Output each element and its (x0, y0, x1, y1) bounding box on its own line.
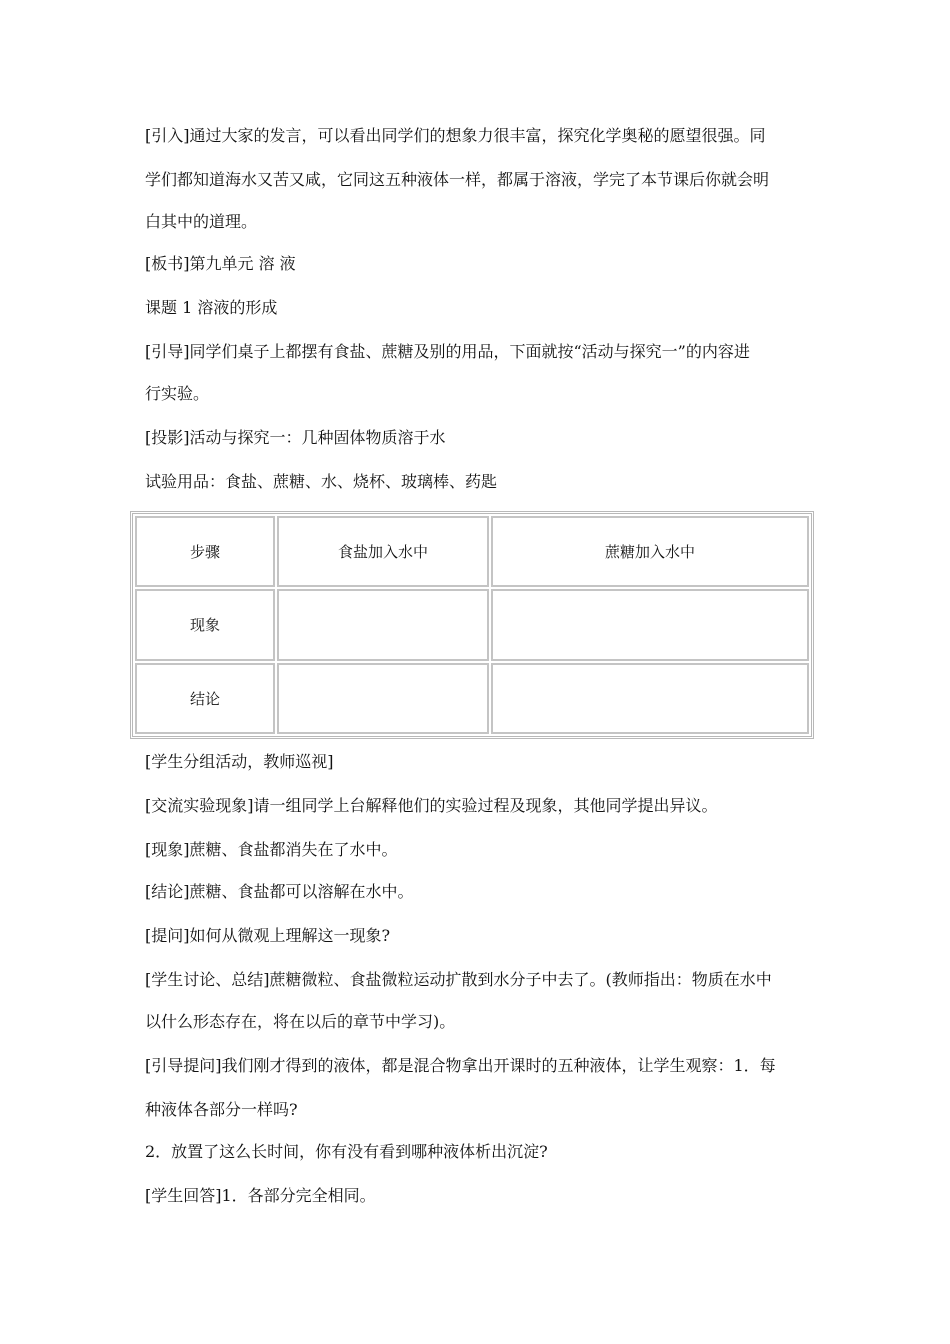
text-line: 种液体各部分一样吗? (145, 1100, 298, 1119)
text-line: [引导]同学们桌子上都摆有食盐、蔗糖及别的用品，下面就按“活动与探究一”的内容进 (145, 342, 750, 361)
text-line: 试验用品：食盐、蔗糖、水、烧杯、玻璃棒、药匙 (145, 472, 498, 491)
text-line: [交流实验现象]请一组同学上台解释他们的实验过程及现象，其他同学提出异议。 (145, 796, 718, 815)
text-line: 课题 1 溶液的形成 (145, 298, 278, 317)
table-cell (277, 663, 489, 734)
table-header-cell: 步骤 (135, 516, 275, 587)
text-line: [现象]蔗糖、食盐都消失在了水中。 (145, 840, 398, 859)
text-line: [投影]活动与探究一：几种固体物质溶于水 (145, 428, 446, 447)
table-header-cell: 蔗糖加入水中 (491, 516, 809, 587)
text-line: 2．放置了这么长时间，你有没有看到哪种液体析出沉淀? (145, 1142, 548, 1161)
table-header-cell: 食盐加入水中 (277, 516, 489, 587)
text-line: [提问]如何从微观上理解这一现象? (145, 926, 391, 945)
text-line: [板书]第九单元 溶 液 (145, 254, 296, 273)
text-line: [引入]通过大家的发言，可以看出同学们的想象力很丰富，探究化学奥秘的愿望很强。同 (145, 126, 766, 145)
text-line: [引导提问]我们刚才得到的液体，都是混合物拿出开课时的五种液体，让学生观察：1．每 (145, 1056, 776, 1075)
text-line: 以什么形态存在，将在以后的章节中学习)。 (145, 1012, 456, 1031)
experiment-table (130, 511, 814, 739)
text-line: 学们都知道海水又苦又咸，它同这五种液体一样，都属于溶液，学完了本节课后你就会明 (145, 170, 770, 189)
text-line: 行实验。 (145, 384, 210, 403)
table-row (135, 663, 809, 734)
table-row (135, 589, 809, 660)
text-line: 白其中的道理。 (145, 212, 258, 231)
table-cell (491, 663, 809, 734)
table-cell (491, 589, 809, 660)
text-line: [学生讨论、总结]蔗糖微粒、食盐微粒运动扩散到水分子中去了。(教师指出：物质在水中 (145, 970, 772, 989)
table-header-row (135, 516, 809, 587)
text-line: [学生分组活动，教师巡视] (145, 752, 334, 771)
table-row-label: 结论 (135, 663, 275, 734)
text-line: [结论]蔗糖、食盐都可以溶解在水中。 (145, 882, 414, 901)
table-cell (277, 589, 489, 660)
text-line: [学生回答]1．各部分完全相同。 (145, 1186, 376, 1205)
table-row-label: 现象 (135, 589, 275, 660)
